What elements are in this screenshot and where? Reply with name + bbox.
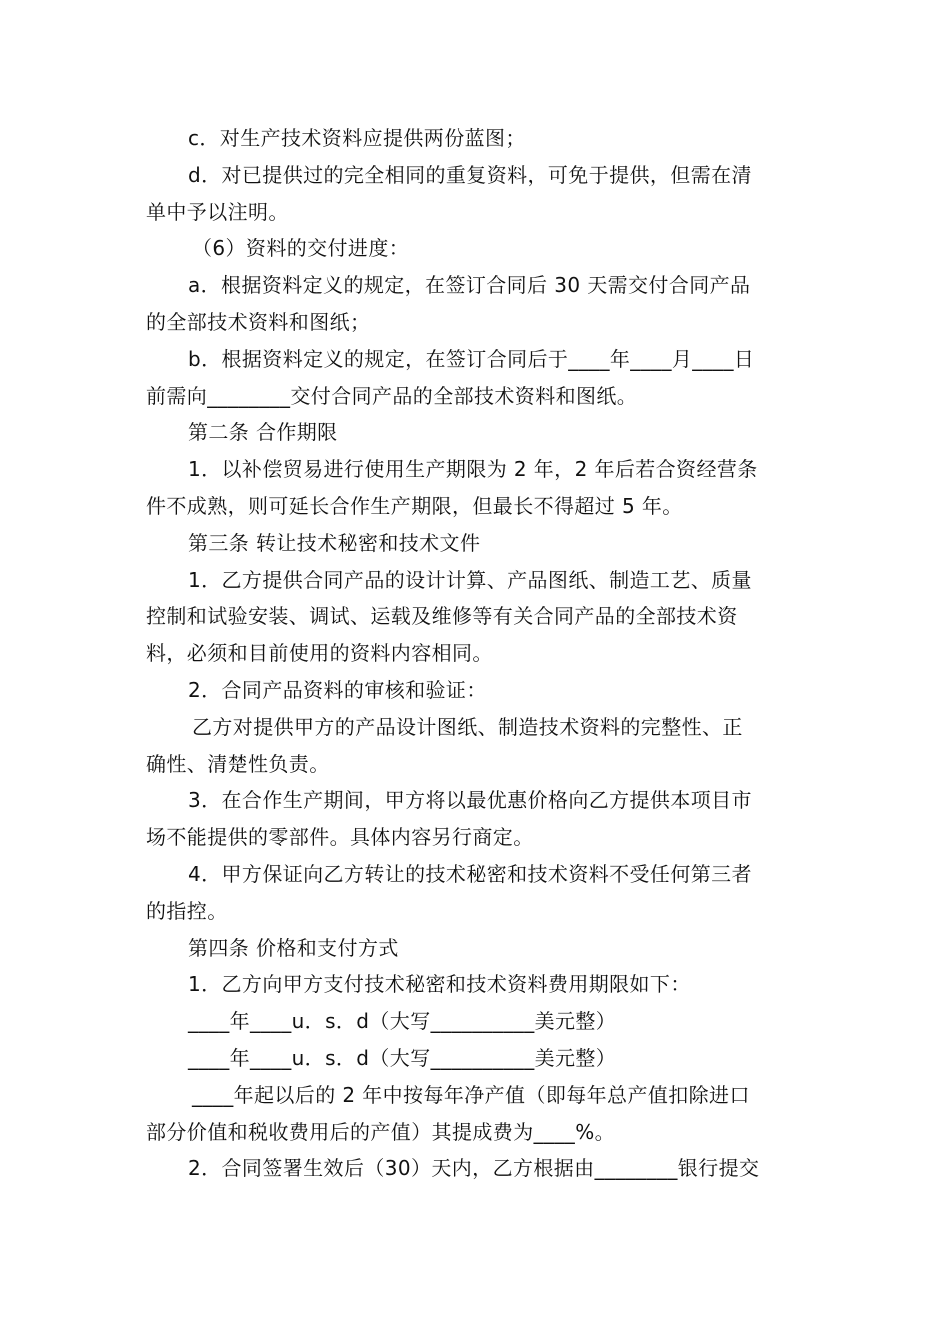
text-line: 料，必须和目前使用的资料内容相同。 [146,641,493,666]
text-line: b．根据资料定义的规定，在签订合同后于____年____月____日 [188,346,755,371]
text-line: ____年起以后的 2 年中按每年净产值（即每年总产值扣除进口 [192,1082,750,1107]
text-line: d．对已提供过的完全相同的重复资料，可免于提供，但需在清 [188,162,752,187]
text-line: 1．乙方提供合同产品的设计计算、产品图纸、制造工艺、质量 [188,567,752,592]
text-line: 单中予以注明。 [146,199,289,224]
text-line: 1．以补偿贸易进行使用生产期限为 2 年，2 年后若合资经营条 [188,457,758,482]
text-line: 部分价值和税收费用后的产值）其提成费为____%。 [146,1119,616,1144]
payment-line: ____年____u．s．d（大写__________美元整） [188,1009,617,1034]
section-heading: （6）资料的交付进度： [192,236,410,261]
text-line: 1．乙方向甲方支付技术秘密和技术资料费用期限如下： [188,972,691,997]
article-heading: 第二条 合作期限 [188,420,338,445]
text-line: 2．合同产品资料的审核和验证： [188,677,487,702]
text-line: 的全部技术资料和图纸； [146,309,371,334]
text-line: 乙方对提供甲方的产品设计图纸、制造技术资料的完整性、正 [192,714,743,739]
text-line: 确性、清楚性负责。 [146,751,330,776]
text-line: 件不成熟，则可延长合作生产期限，但最长不得超过 5 年。 [146,493,683,518]
text-line: 控制和试验安装、调试、运载及维修等有关合同产品的全部技术资 [146,604,738,629]
article-heading: 第四条 价格和支付方式 [188,935,399,960]
text-line: a．根据资料定义的规定，在签订合同后 30 天需交付合同产品 [188,273,751,298]
text-line: 前需向________交付合同产品的全部技术资料和图纸。 [146,383,638,408]
text-line: c．对生产技术资料应提供两份蓝图； [188,126,526,150]
text-line: 的指控。 [146,898,228,923]
text-line: 3．在合作生产期间，甲方将以最优惠价格向乙方提供本项目市 [188,788,752,813]
payment-line: ____年____u．s．d（大写__________美元整） [188,1045,617,1070]
text-line: 2．合同签署生效后（30）天内，乙方根据由________银行提交 [188,1156,760,1181]
article-heading: 第三条 转让技术秘密和技术文件 [188,530,481,555]
text-line: 场不能提供的零部件。具体内容另行商定。 [146,825,534,850]
text-line: 4．甲方保证向乙方转让的技术秘密和技术资料不受任何第三者 [188,861,752,886]
document-body [146,120,816,1187]
